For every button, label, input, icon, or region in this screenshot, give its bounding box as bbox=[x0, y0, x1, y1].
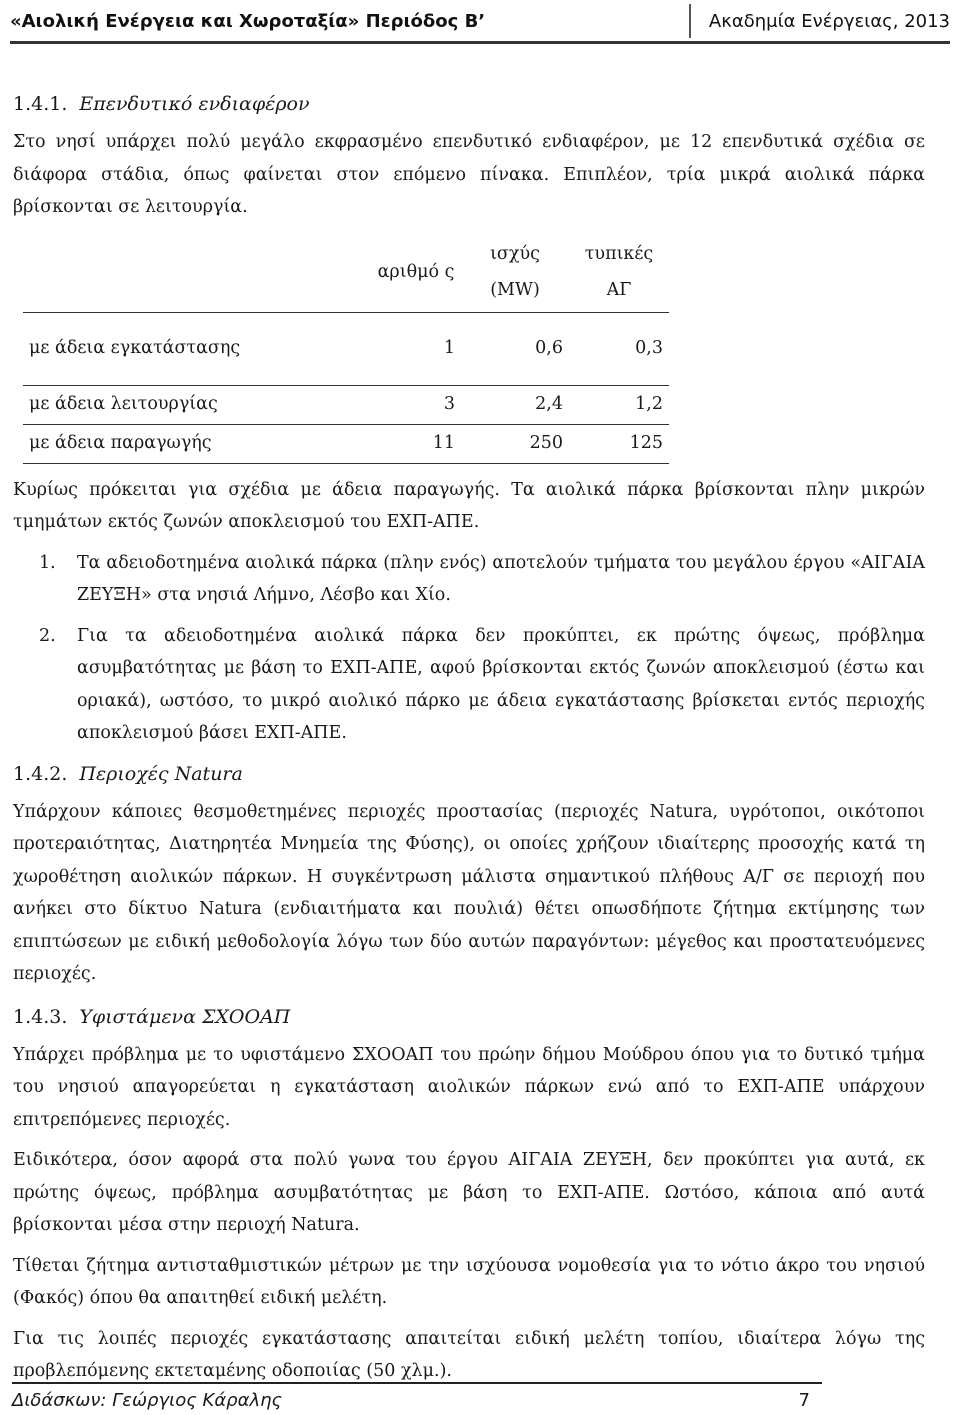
paragraph-intro: Στο νησί υπάρχει πολύ μεγάλο εκφρασμένο επενδυτικό ενδιαφέρον, με 12 επενδυτικά σχέδια σε διάφορα στάδια, όπως φαίνεται στον επόμενο πίνακα. Επιπλέον, τρία μικρά αιολικά πάρκα βρίσκονται σε λειτουργία. bbox=[13, 132, 925, 217]
section-title: Περιοχές Natura bbox=[79, 762, 243, 785]
page-number: 7 bbox=[798, 1389, 810, 1411]
footer-rule bbox=[12, 1382, 822, 1384]
table-header-power: ισχύς (MW) bbox=[490, 243, 540, 300]
section-number: 1.4.2. bbox=[13, 762, 68, 785]
table-cell: 11 bbox=[371, 424, 461, 463]
list-item-number: 2. bbox=[39, 625, 56, 646]
table-row bbox=[23, 312, 669, 385]
page-footer bbox=[12, 1386, 822, 1414]
paragraph-natura: Υπάρχουν κάποιες θεσμοθετημένες περιοχές προστασίας (περιοχές Natura, υγρότοποι, οικότοποι προτεραιότητας, Διατηρητέα Μνημεία της Φύσης), οι οποίες χρήζουν ιδιαίτερης προσοχής κατά τη χωροθέτηση αιολικών πάρκων. Η συγκέντρωση μάλιστα σημαντικού πλήθους Α/Γ σε περιοχή που ανήκει στο δίκτυο Natura (ενδιαιτήματα και πουλιά) θέτει οπωσδήποτε ζήτημα εκτίμησης των επιπτώσεων με ειδική μεθοδολογία λόγω των δύο αυτών παραγόντων: μέγεθος και προστατευόμενες περιοχές. bbox=[13, 801, 925, 984]
header-title: «Αιολική Ενέργεια και Χωροταξία» Περιόδος Β’ bbox=[10, 10, 486, 32]
list-item-number: 1. bbox=[39, 552, 56, 573]
list-item bbox=[13, 620, 925, 750]
table-cell-label: με άδεια παραγωγής bbox=[23, 424, 371, 463]
header-organization: Ακαδημία Ενέργειας, 2013 bbox=[708, 10, 950, 32]
section-title: Υφιστάμενα ΣΧΟΟΑΠ bbox=[79, 1005, 291, 1028]
footer-author: Διδάσκων: Γεώργιος Κάραλης bbox=[12, 1389, 283, 1411]
numbered-list bbox=[13, 547, 925, 750]
table-cell-label: με άδεια λειτουργίας bbox=[23, 385, 371, 424]
table-cell: 0,3 bbox=[569, 312, 669, 385]
table-header-row bbox=[23, 232, 669, 313]
section-heading-schooap bbox=[13, 1001, 925, 1033]
header-rule bbox=[10, 41, 950, 44]
table-cell: 2,4 bbox=[461, 385, 569, 424]
table-cell: 125 bbox=[569, 424, 669, 463]
section-heading-investment bbox=[13, 88, 925, 120]
paragraph-schooap-1: Υπάρχει πρόβλημα με το υφιστάμενο ΣΧΟΟΑΠ του πρώην δήμου Μούδρου όπου για το δυτικό τμήμα του νησιού απαγορεύεται η εγκατάσταση αιολικών πάρκων ενώ από το ΕΧΠ-ΑΠΕ υπάρχουν επιτρεπόμενες περιοχές. bbox=[13, 1044, 925, 1130]
projects-table bbox=[23, 232, 669, 464]
table-cell: 3 bbox=[371, 385, 461, 424]
table-cell: 1,2 bbox=[569, 385, 669, 424]
table-cell: 1 bbox=[371, 312, 461, 385]
section-number: 1.4.1. bbox=[13, 93, 68, 115]
list-item-text: Τα αδειοδοτημένα αιολικά πάρκα (πλην ενός) αποτελούν τμήματα του μεγάλου έργου «ΑΙΓΑΙΑ ΖΕΥΞΗ» στα νησιά Λήμνο, Λέσβο και Χίο. bbox=[77, 552, 925, 605]
paragraph-schooap-2: Ειδικότερα, όσον αφορά στα πολύ γωνα του έργου ΑΙΓΑΙΑ ΖΕΥΞΗ, δεν προκύπτει για αυτά, εκ πρώτης όψεως, πρόβλημα ασυμβατότητας με βάση το ΕΧΠ-ΑΠΕ. Ωστόσο, κάποια από αυτά βρίσκονται μέσα στην περιοχή Natura. bbox=[13, 1150, 925, 1235]
list-item bbox=[13, 547, 925, 612]
paragraph-after-table: Κυρίως πρόκειται για σχέδια με άδεια παραγωγής. Τα αιολικά πάρκα βρίσκονται πλην μικρών τμημάτων εκτός ζωνών αποκλεισμού του ΕΧΠ-ΑΠΕ. bbox=[13, 479, 925, 532]
table-header-turbines: τυπικές ΑΓ bbox=[584, 243, 654, 300]
table-row bbox=[23, 424, 669, 463]
page-content bbox=[13, 88, 925, 1396]
paragraph-schooap-4: Για τις λοιπές περιοχές εγκατάστασης απαιτείται ειδική μελέτη τοπίου, ιδιαίτερα λόγω της προβλεπόμενης εκτεταμένης οδοποιίας (50 χλμ.). bbox=[13, 1328, 925, 1381]
table-cell: 250 bbox=[461, 424, 569, 463]
table-header-empty bbox=[23, 232, 371, 313]
table-row bbox=[23, 385, 669, 424]
page-header bbox=[10, 6, 950, 36]
table-header-count: αριθμό ς bbox=[377, 261, 455, 282]
list-item-text: Για τα αδειοδοτημένα αιολικά πάρκα δεν προκύπτει, εκ πρώτης όψεως, πρόβλημα ασυμβατότητας με βάση το ΕΧΠ-ΑΠΕ, αφού βρίσκονται εκτός ζωνών αποκλεισμού (έστω και οριακά), ωστόσο, το μικρό αιολικό πάρκο με άδεια εγκατάστασης βρίσκεται εντός περιοχής αποκλεισμού βάσει ΕΧΠ-ΑΠΕ. bbox=[77, 625, 925, 743]
table-cell: 0,6 bbox=[461, 312, 569, 385]
header-divider bbox=[689, 4, 691, 38]
section-number: 1.4.3. bbox=[13, 1005, 68, 1028]
table-cell-label: με άδεια εγκατάστασης bbox=[23, 312, 371, 385]
paragraph-schooap-3: Τίθεται ζήτημα αντισταθμιστικών μέτρων με την ισχύουσα νομοθεσία για το νότιο άκρο του νησιού (Φακός) όπου θα απαιτηθεί ειδική μελέτη. bbox=[13, 1255, 925, 1308]
section-heading-natura bbox=[13, 758, 925, 790]
section-title: Επενδυτικό ενδιαφέρον bbox=[79, 93, 310, 115]
